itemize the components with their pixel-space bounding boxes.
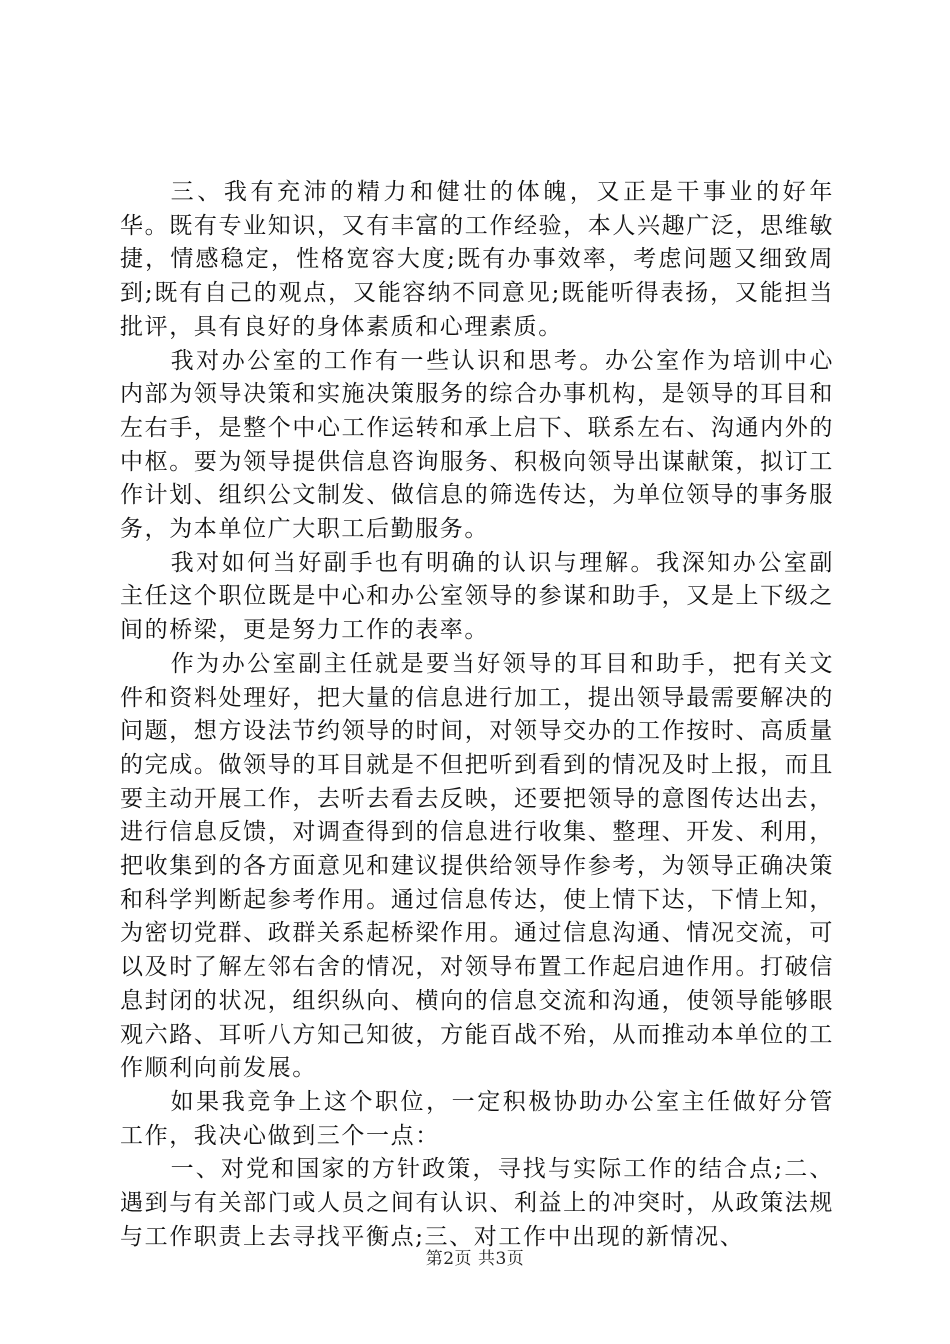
paragraph-5: 如果我竞争上这个职位，一定积极协助办公室主任做好分管工作，我决心做到三个一点： [120,1088,834,1149]
paragraph-2: 我对办公室的工作有一些认识和思考。办公室作为培训中心内部为领导决策和实施决策服务的综合办事机构，是领导的耳目和左右手，是整个中心工作运转和承上启下、联系左右、沟通内外的中枢。要为领导提供信息咨询服务、积极向领导出谋献策，拟订工作计划、组织公文制发、做信息的筛选传达，为单位领导的事务服务，为本单位广大职工后勤服务。 [120,347,834,543]
paragraph-3: 我对如何当好副手也有明确的认识与理解。我深知办公室副主任这个职位既是中心和办公室领导的参谋和助手，又是上下级之间的桥梁，更是努力工作的表率。 [120,549,834,644]
document-body [120,176,834,1255]
paragraph-1: 三、我有充沛的精力和健壮的体魄，又正是干事业的好年华。既有专业知识，又有丰富的工作经验，本人兴趣广泛，思维敏捷，情感稳定，性格宽容大度;既有办事效率，考虑问题又细致周到;既有自己的观点，又能容纳不同意见;既能听得表扬，又能担当批评，具有良好的身体素质和心理素质。 [120,179,834,340]
paragraph-4: 作为办公室副主任就是要当好领导的耳目和助手，把有关文件和资料处理好，把大量的信息进行加工，提出领导最需要解决的问题，想方设法节约领导的时间，对领导交办的工作按时、高质量的完成。做领导的耳目就是不但把听到看到的情况及时上报，而且要主动开展工作，去听去看去反映，还要把领导的意图传达出去，进行信息反馈，对调查得到的信息进行收集、整理、开发、利用，把收集到的各方面意见和建议提供给领导作参考，为领导正确决策和科学判断起参考作用。通过信息传达，使上情下达，下情上知，为密切党群、政群关系起桥梁作用。通过信息沟通、情况交流，可以及时了解左邻右舍的情况，对领导布置工作起启迪作用。打破信息封闭的状况，组织纵向、横向的信息交流和沟通，使领导能够眼观六路、耳听八方知己知彼，方能百战不殆，从而推动本单位的工作顺利向前发展。 [120,650,834,1082]
page-footer: 第2页 共3页 [425,1249,525,1269]
paragraph-6: 一、对党和国家的方针政策，寻找与实际工作的结合点;二、遇到与有关部门或人员之间有认识、利益上的冲突时，从政策法规与工作职责上去寻找平衡点;三、对工作中出现的新情况、 [120,1156,834,1250]
